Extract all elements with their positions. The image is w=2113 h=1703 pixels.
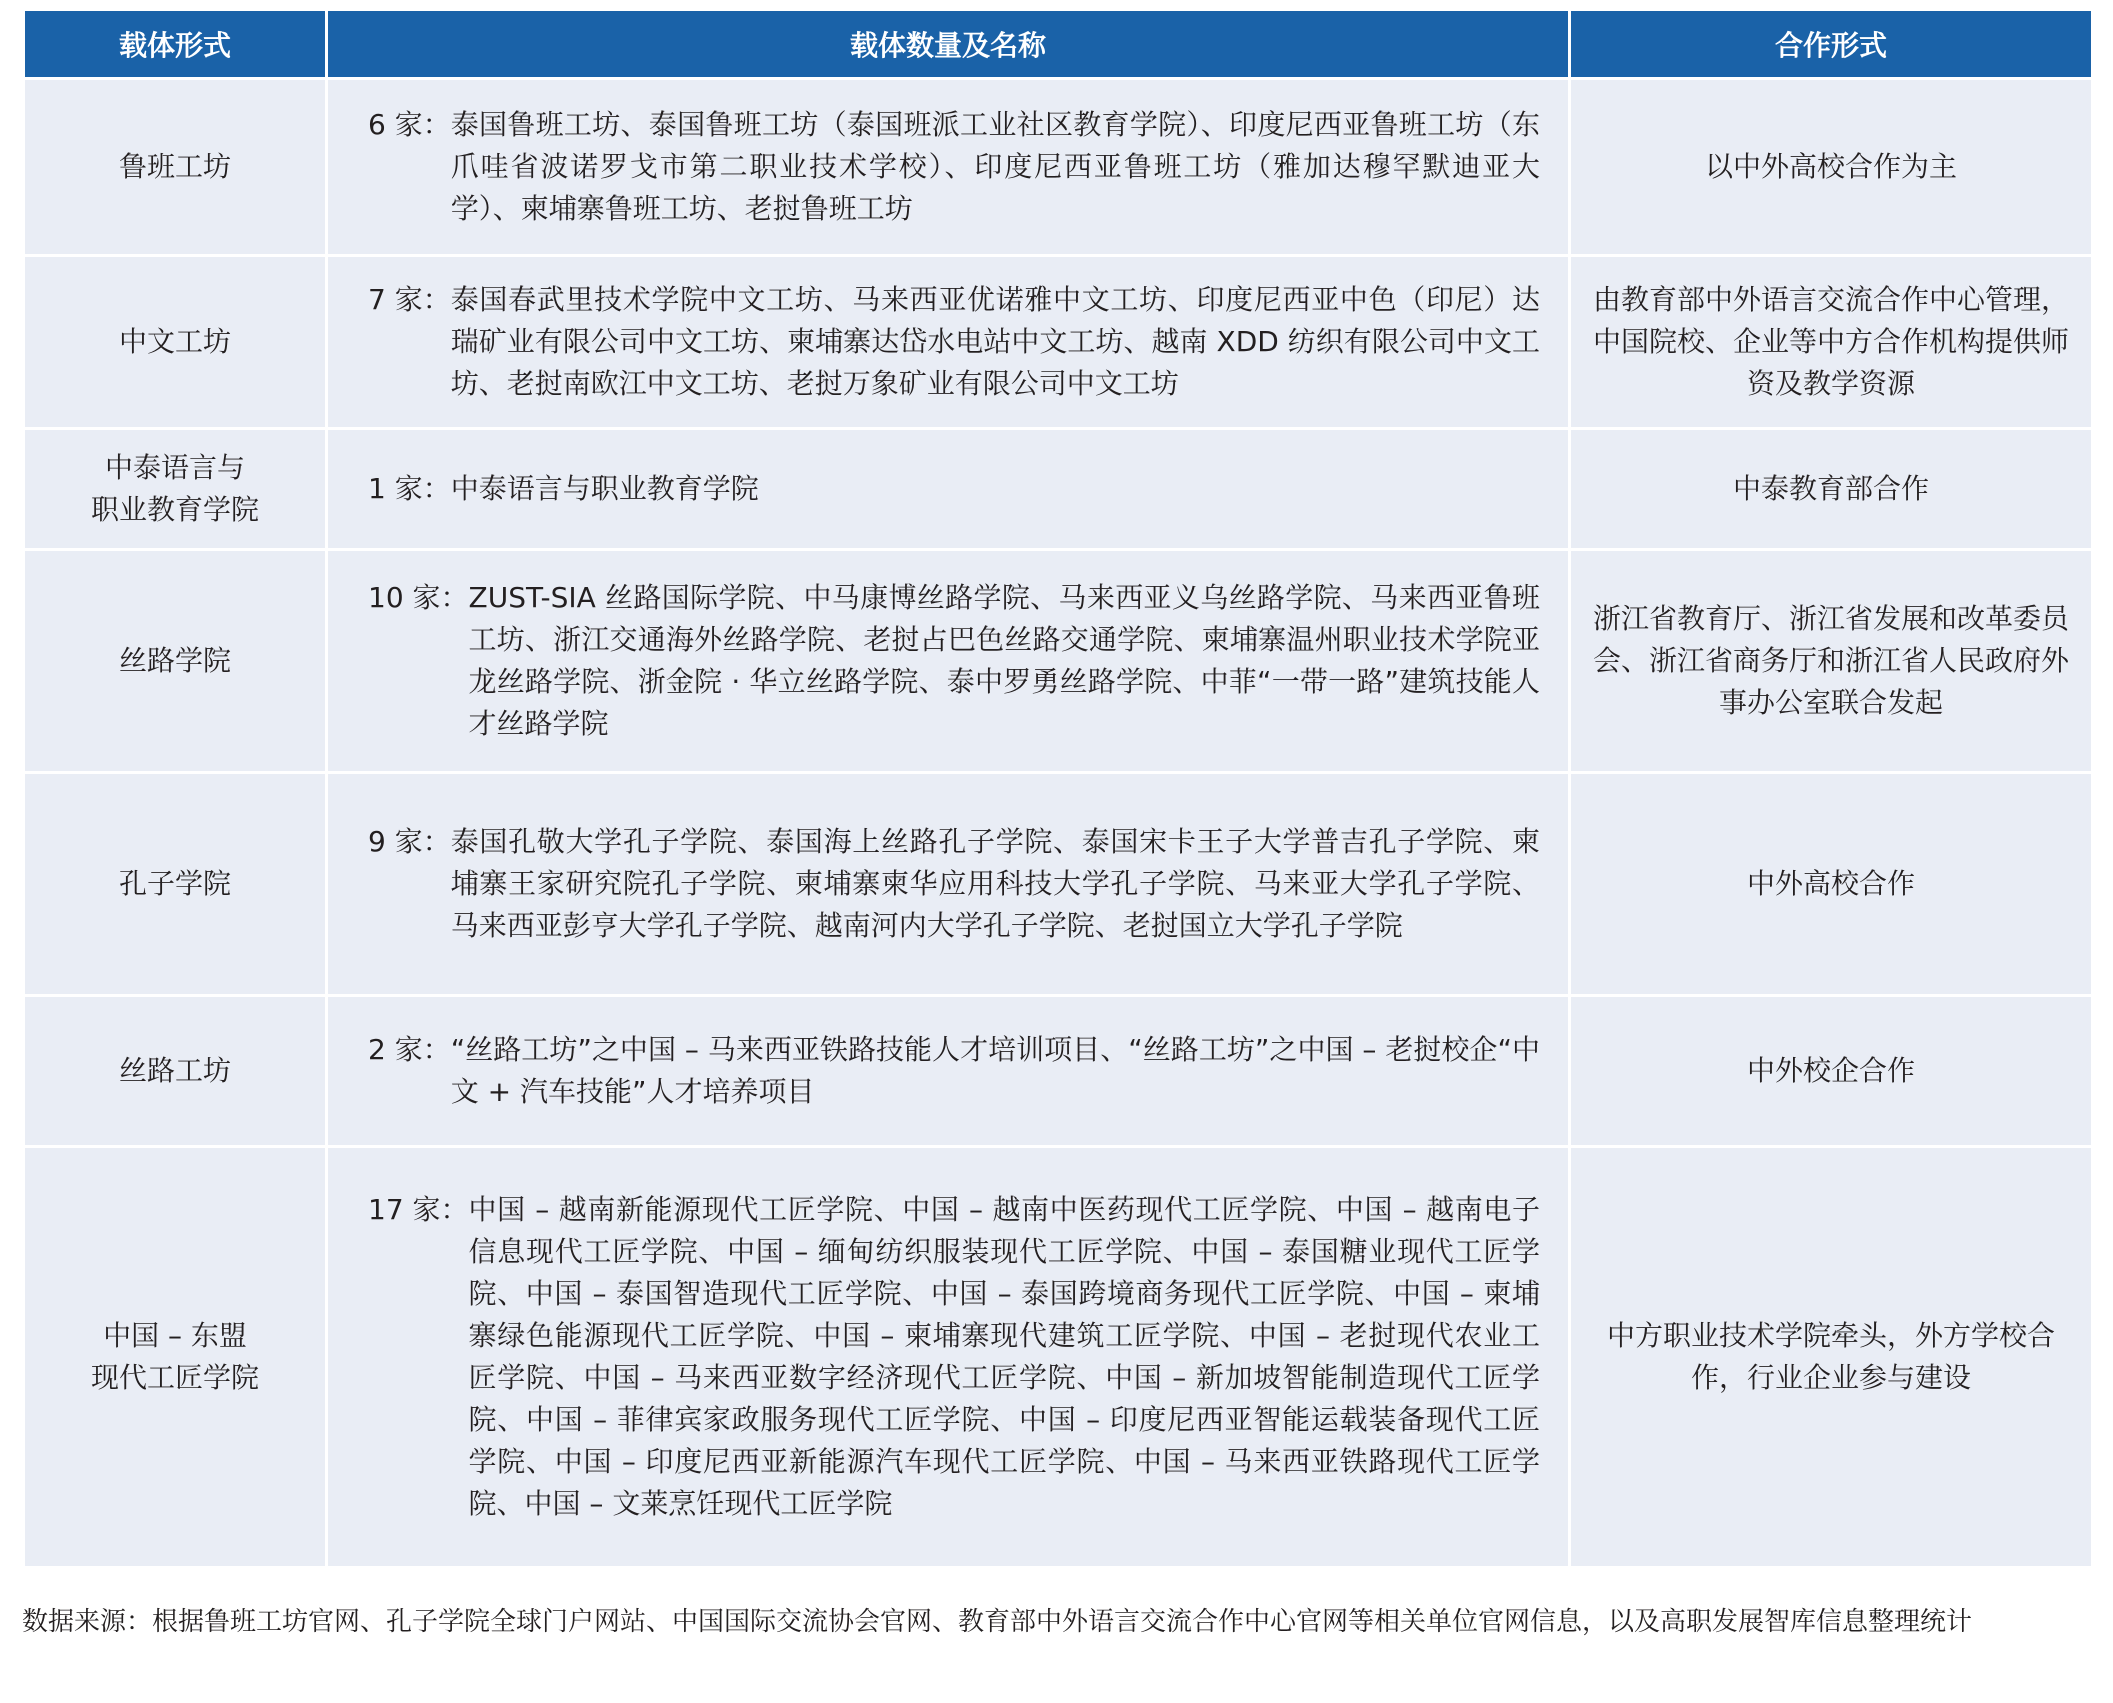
carrier-form-label: 鲁班工坊	[118, 150, 231, 183]
table-row	[25, 257, 2091, 427]
carrier-form-label: 丝路学院	[118, 644, 231, 677]
carrier-form-label: 中文工坊	[118, 325, 231, 358]
carrier-count: 2 家：	[368, 1033, 451, 1066]
table-row	[25, 80, 2091, 254]
cooperation-form-cell: 浙江省教育厅、浙江省发展和改革委员会、浙江省商务厅和浙江省人民政府外事办公室联合发起	[1571, 551, 2091, 771]
table-row	[25, 430, 2091, 548]
carrier-names-cell	[328, 1148, 1568, 1566]
table-row	[25, 1148, 2091, 1566]
carrier-count: 10 家：	[368, 581, 469, 614]
carrier-names-cell	[328, 80, 1568, 254]
carrier-form-label: 中泰语言与	[104, 451, 245, 484]
carrier-names-cell	[328, 997, 1568, 1145]
carrier-form-cell	[25, 430, 325, 548]
carrier-count: 9 家：	[368, 825, 451, 858]
carrier-names: 泰国鲁班工坊、泰国鲁班工坊（泰国班派工业社区教育学院）、印度尼西亚鲁班工坊（东爪哇省波诺罗戈市第二职业技术学校）、印度尼西亚鲁班工坊（雅加达穆罕默迪亚大学）、柬埔寨鲁班工坊、老挝鲁班工坊	[450, 108, 1540, 225]
carrier-names: 中国 – 越南新能源现代工匠学院、中国 – 越南中医药现代工匠学院、中国 – 越南电子信息现代工匠学院、中国 – 缅甸纺织服装现代工匠学院、中国 – 泰国糖业现代工匠学院、中国 – 泰国智造现代工匠学院、中国 – 泰国跨境商务现代工匠学院、中国 – 柬埔寨绿色能源现代工匠学院、中国 – 柬埔寨现代建筑工匠学院、中国 – 老挝现代农业工匠学院、中国 – 马来西亚数字经济现代工匠学院、中国 – 新加坡智能制造现代工匠学院、中国 – 菲律宾家政服务现代工匠学院、中国 – 印度尼西亚智能运载装备现代工匠学院、中国 – 印度尼西亚新能源汽车现代工匠学院、中国 – 马来西亚铁路现代工匠学院、中国 – 文莱烹饪现代工匠学院	[468, 1193, 1540, 1520]
carrier-form-cell	[25, 1148, 325, 1566]
carrier-form-label: 孔子学院	[118, 867, 231, 900]
cooperation-form-cell: 中外校企合作	[1571, 997, 2091, 1145]
carrier-count: 7 家：	[368, 283, 451, 316]
source-note: 数据来源：根据鲁班工坊官网、孔子学院全球门户网站、中国国际交流协会官网、教育部中外语言交流合作中心官网等相关单位官网信息，以及高职发展智库信息整理统计	[22, 1607, 1973, 1637]
cooperation-form-cell: 以中外高校合作为主	[1571, 80, 2091, 254]
carrier-form-label: 丝路工坊	[118, 1054, 231, 1087]
table-row	[25, 997, 2091, 1145]
carrier-form-cell	[25, 774, 325, 994]
carrier-form-label: 中国 – 东盟	[103, 1319, 247, 1352]
carrier-table	[22, 8, 2094, 1569]
carrier-form-cell	[25, 551, 325, 771]
table-header-row	[25, 11, 2091, 77]
carrier-form-label: 职业教育学院	[90, 493, 259, 526]
carrier-names: 泰国春武里技术学院中文工坊、马来西亚优诺雅中文工坊、印度尼西亚中色（印尼）达瑞矿业有限公司中文工坊、柬埔寨达岱水电站中文工坊、越南 XDD 纺织有限公司中文工坊、老挝南欧江中文工坊、老挝万象矿业有限公司中文工坊	[450, 283, 1540, 400]
carrier-form-label: 现代工匠学院	[90, 1361, 259, 1394]
carrier-names: 泰国孔敬大学孔子学院、泰国海上丝路孔子学院、泰国宋卡王子大学普吉孔子学院、柬埔寨王家研究院孔子学院、柬埔寨柬华应用科技大学孔子学院、马来亚大学孔子学院、马来西亚彭亨大学孔子学院、越南河内大学孔子学院、老挝国立大学孔子学院	[450, 825, 1540, 942]
carrier-names-cell	[328, 257, 1568, 427]
header-carrier-count-names: 载体数量及名称	[328, 11, 1568, 77]
cooperation-form-cell: 中外高校合作	[1571, 774, 2091, 994]
carrier-names: 中泰语言与职业教育学院	[450, 472, 759, 505]
carrier-names: ZUST-SIA 丝路国际学院、中马康博丝路学院、马来西亚义乌丝路学院、马来西亚鲁班工坊、浙江交通海外丝路学院、老挝占巴色丝路交通学院、柬埔寨温州职业技术学院亚龙丝路学院、浙金院 · 华立丝路学院、泰中罗勇丝路学院、中菲“一带一路”建筑技能人才丝路学院	[468, 581, 1540, 740]
header-cooperation-form: 合作形式	[1571, 11, 2091, 77]
carrier-names-cell	[328, 774, 1568, 994]
carrier-form-cell	[25, 80, 325, 254]
table-row	[25, 774, 2091, 994]
header-carrier-form: 载体形式	[25, 11, 325, 77]
cooperation-form-cell: 中泰教育部合作	[1571, 430, 2091, 548]
carrier-count: 17 家：	[368, 1193, 469, 1226]
carrier-form-cell	[25, 997, 325, 1145]
cooperation-form-cell: 中方职业技术学院牵头，外方学校合作，行业企业参与建设	[1571, 1148, 2091, 1566]
carrier-names-cell	[328, 430, 1568, 548]
carrier-count: 6 家：	[368, 108, 451, 141]
carrier-count: 1 家：	[368, 472, 451, 505]
carrier-form-cell	[25, 257, 325, 427]
carrier-names: “丝路工坊”之中国 – 马来西亚铁路技能人才培训项目、“丝路工坊”之中国 – 老挝校企“中文 + 汽车技能”人才培养项目	[450, 1033, 1540, 1108]
carrier-names-cell	[328, 551, 1568, 771]
cooperation-form-cell: 由教育部中外语言交流合作中心管理，中国院校、企业等中方合作机构提供师资及教学资源	[1571, 257, 2091, 427]
table-row	[25, 551, 2091, 771]
